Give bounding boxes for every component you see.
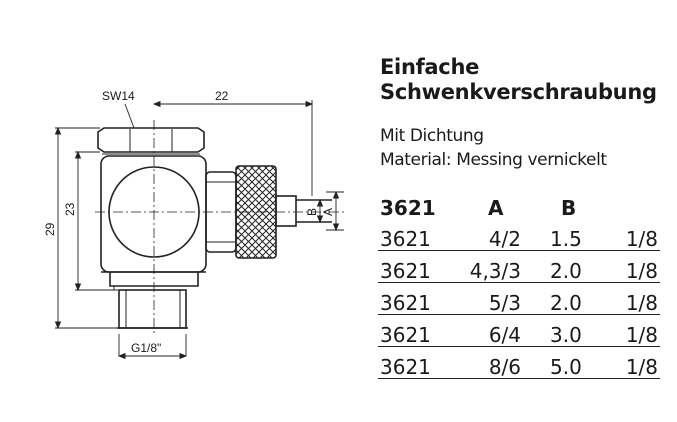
cell-thread: 1/8 (625, 259, 658, 283)
cell-b: 3.0 (550, 323, 582, 347)
dim-a-label: A (321, 207, 335, 216)
dim-b-label: B (305, 207, 319, 216)
subtitle-line-2: Material: Messing vernickelt (380, 150, 607, 170)
cell-article: 3621 (380, 259, 431, 283)
table-row (378, 316, 660, 347)
table-header-article: 3621 (380, 196, 436, 220)
product-subtitle (380, 124, 607, 172)
height-body-label: 23 (63, 202, 77, 216)
cell-a: 8/6 (488, 355, 521, 379)
cell-article: 3621 (380, 227, 431, 251)
table-header-a: A (488, 196, 504, 220)
length-label: 22 (215, 89, 229, 103)
cell-a: 4,3/3 (469, 259, 521, 283)
cell-article: 3621 (380, 323, 431, 347)
hex-nut (98, 128, 204, 154)
fitting-body (101, 156, 206, 290)
cell-thread: 1/8 (625, 355, 658, 379)
cell-b: 5.0 (550, 355, 582, 379)
thread-stem (117, 290, 188, 328)
table-row (378, 348, 660, 379)
subtitle-line-1: Mit Dichtung (380, 126, 484, 146)
cell-b: 2.0 (550, 291, 582, 315)
table-row (378, 252, 660, 283)
cell-a: 4/2 (488, 227, 521, 251)
height-total-label: 29 (43, 222, 57, 236)
wrench-size-label: SW14 (102, 89, 135, 103)
cell-thread: 1/8 (625, 323, 658, 347)
product-title (380, 55, 657, 105)
cell-a: 6/4 (488, 323, 521, 347)
cell-thread: 1/8 (625, 227, 658, 251)
cell-b: 1.5 (550, 227, 582, 251)
cell-article: 3621 (380, 291, 431, 315)
table-header-b: B (561, 196, 577, 220)
table-row (378, 220, 660, 251)
thread-label: G1/8" (131, 341, 162, 355)
cell-a: 5/3 (488, 291, 521, 315)
title-line-1: Einfache (380, 55, 480, 79)
title-line-2: Schwenkverschraubung (380, 80, 657, 104)
table-row (378, 284, 660, 315)
cell-b: 2.0 (550, 259, 582, 283)
cell-thread: 1/8 (625, 291, 658, 315)
cell-article: 3621 (380, 355, 431, 379)
